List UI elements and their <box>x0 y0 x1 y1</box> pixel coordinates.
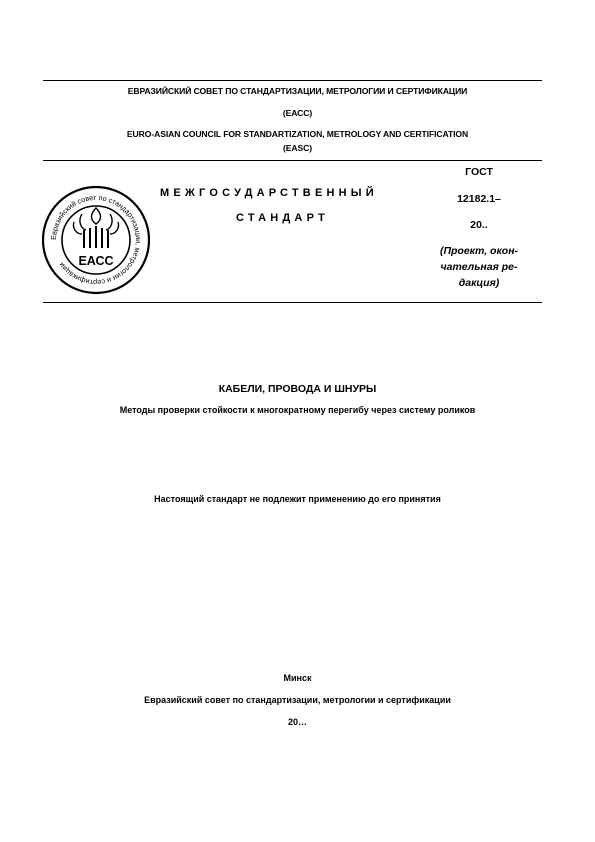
top-rule <box>43 80 542 81</box>
header-org-en: EURO-ASIAN COUNCIL FOR STANDARTIZATION, METROLOGY AND CERTIFICATION <box>126 129 469 139</box>
logo-ring-text: Евразийский совет по стандартизации, метрологии и сертификации <box>48 192 144 288</box>
gost-label: ГОСТ <box>465 166 493 178</box>
document-title: КАБЕЛИ, ПРОВОДА И ШНУРЫ <box>218 383 377 395</box>
designation-line1: МЕЖГОСУДАРСТВЕННЫЙ <box>160 187 378 199</box>
document-subtitle: Методы проверки стойкости к многократному перегибу через систему роликов <box>119 405 476 415</box>
header-abbr-en: (EASC) <box>283 143 312 153</box>
header-rule <box>43 160 542 161</box>
applicability-notice: Настоящий стандарт не подлежит применению до его принятия <box>154 494 441 504</box>
gost-number: 12182.1– <box>457 193 501 205</box>
gost-status-line1: (Проект, окон- <box>439 245 519 257</box>
block-bottom-rule <box>43 302 542 303</box>
easc-emblem-icon <box>40 184 152 296</box>
footer-city: Минск <box>283 673 312 683</box>
designation-line2: СТАНДАРТ <box>236 212 329 224</box>
header-abbr-ru: (ЕАСС) <box>282 108 313 118</box>
header-org-ru: ЕВРАЗИЙСКИЙ СОВЕТ ПО СТАНДАРТИЗАЦИИ, МЕТРОЛОГИИ И СЕРТИФИКАЦИИ <box>127 86 468 96</box>
gost-year: 20.. <box>470 219 488 231</box>
gost-status-line2: чательная ре- <box>440 261 518 273</box>
footer-publisher: Евразийский совет по стандартизации, метрологии и сертификации <box>144 695 451 705</box>
logo-label: ЕАСС <box>78 254 114 268</box>
gost-status-line3: дакция) <box>458 277 500 289</box>
footer-year: 20… <box>287 717 307 727</box>
